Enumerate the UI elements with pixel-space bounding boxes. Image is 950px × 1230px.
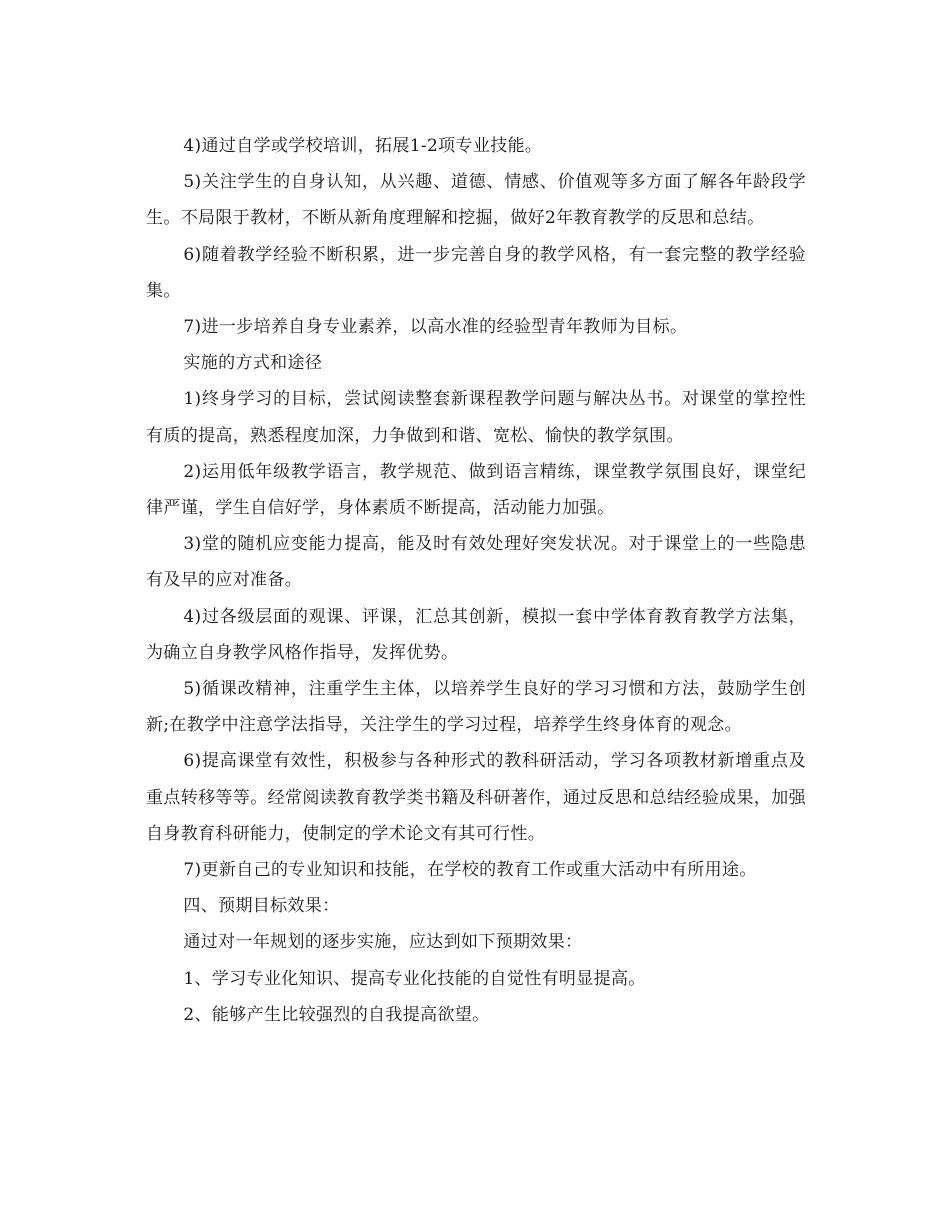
paragraph-method-7: 7)更新自己的专业知识和技能，在学校的教育工作或重大活动中有所用途。 (183, 860, 757, 881)
paragraph-method-6: 6)提高课堂有效性，积极参与各种形式的教科研活动，学习各项教材新增重点及重点转移等等。经常阅读教育教学类书籍及科研著作，通过反思和总结经验成果，加强自身教育科研能力，使制定的学术论文有其可行性。 (146, 751, 806, 844)
section-heading-expected-results: 四、预期目标效果： (183, 896, 340, 917)
paragraph-result-2: 2、能够产生比较强烈的自我提高欲望。 (183, 1004, 490, 1025)
paragraph-method-5: 5)循课改精神，注重学生主体，以培养学生良好的学习习惯和方法，鼓励学生创新;在教学中注意学法指导，关注学生的学习过程，培养学生终身体育的观念。 (146, 679, 806, 736)
paragraph-goal-6: 6)随着教学经验不断积累，进一步完善自身的教学风格，有一套完整的教学经验集。 (146, 244, 806, 301)
section-heading-methods: 实施的方式和途径 (183, 353, 323, 374)
document-body (146, 128, 806, 1033)
paragraph-results-intro: 通过对一年规划的逐步实施，应达到如下预期效果： (183, 932, 583, 953)
paragraph-method-4: 4)过各级层面的观课、评课，汇总其创新，模拟一套中学体育教育教学方法集，为确立自身教学风格作指导，发挥优势。 (146, 606, 806, 663)
paragraph-method-3: 3)堂的随机应变能力提高，能及时有效处理好突发状况。对于课堂上的一些隐患有及早的应对准备。 (146, 534, 806, 591)
paragraph-method-1: 1)终身学习的目标，尝试阅读整套新课程教学问题与解决丛书。对课堂的掌控性有质的提高，熟悉程度加深，力争做到和谐、宽松、愉快的教学氛围。 (146, 389, 806, 446)
paragraph-method-2: 2)运用低年级教学语言，教学规范、做到语言精练，课堂教学氛围良好，课堂纪律严谨，学生自信好学，身体素质不断提高，活动能力加强。 (146, 461, 806, 519)
paragraph-result-1: 1、学习专业化知识、提高专业化技能的自觉性有明显提高。 (183, 968, 646, 989)
paragraph-goal-4: 4)通过自学或学校培训，拓展1-2项专业技能。 (183, 136, 543, 156)
paragraph-goal-5: 5)关注学生的自身认知，从兴趣、道德、情感、价值观等多方面了解各年龄段学生。不局限于教材，不断从新角度理解和挖掘，做好2年教育教学的反思和总结。 (146, 172, 806, 229)
paragraph-goal-7: 7)进一步培养自身专业素养，以高水准的经验型青年教师为目标。 (183, 317, 688, 338)
